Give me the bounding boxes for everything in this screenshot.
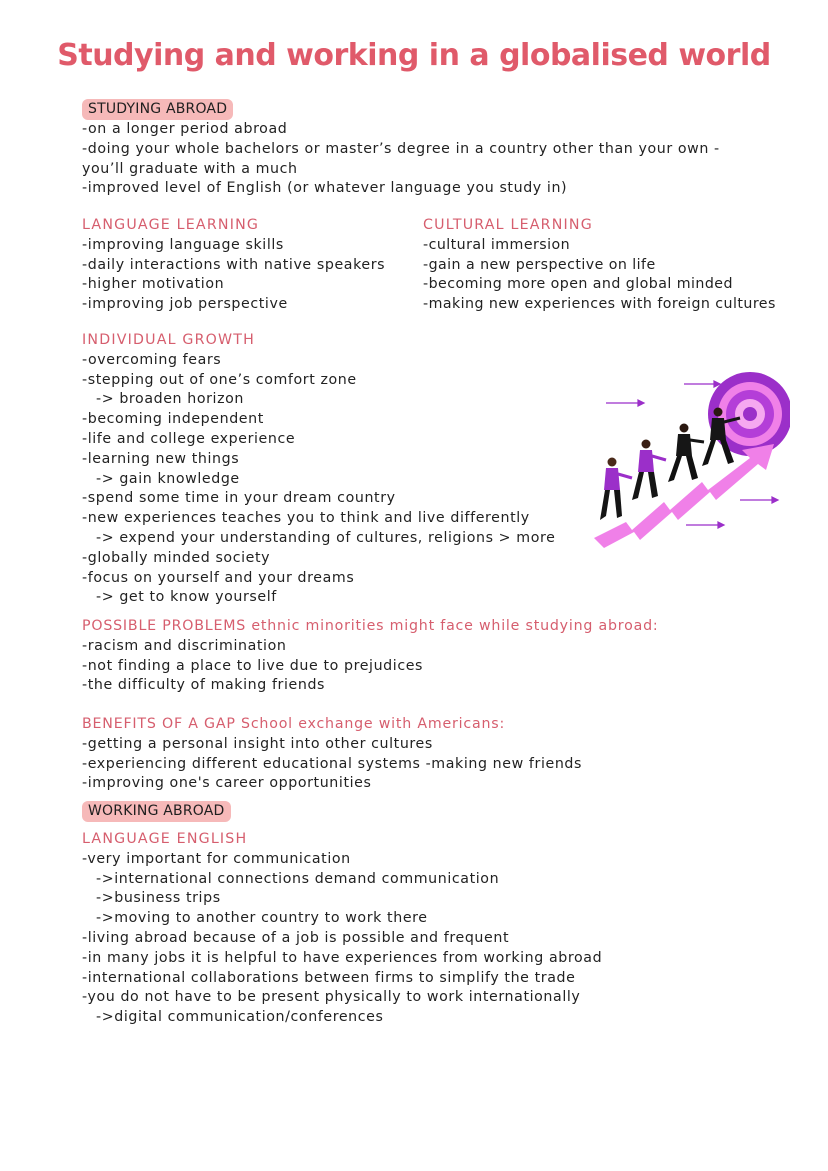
benefits-section	[82, 715, 582, 794]
growth-target-illustration	[590, 370, 790, 550]
list-subitem: ->moving to another country to work there	[96, 910, 428, 927]
list-item: -very important for communication	[82, 850, 351, 867]
list-subitem: -> gain knowledge	[96, 470, 240, 487]
list-item: you’ll graduate with a much	[82, 160, 298, 177]
list-item: -spend some time in your dream country	[82, 490, 396, 507]
list-item: -improving job perspective	[82, 296, 288, 313]
list-item: -making new experiences with foreign cultures	[423, 296, 776, 313]
list-subitem: -> broaden horizon	[96, 391, 245, 408]
list-item: -becoming more open and global minded	[423, 276, 733, 293]
list-item: -the difficulty of making friends	[82, 677, 326, 694]
list-item: -learning new things	[82, 450, 240, 467]
benefits-heading: BENEFITS OF A GAP School exchange with Americans:	[82, 716, 506, 732]
list-item: -gain a new perspective on life	[423, 256, 656, 273]
arrow-right-icon	[606, 400, 644, 406]
list-subitem: -> expend your understanding of cultures, religions > more	[96, 529, 556, 546]
working-abroad-section	[82, 801, 231, 822]
language-learning-heading: LANGUAGE LEARNING	[82, 217, 260, 233]
list-subitem: -> get to know yourself	[96, 589, 277, 606]
language-english-section	[82, 830, 602, 1028]
studying-abroad-label: STUDYING ABROAD	[82, 99, 233, 120]
list-item: -international collaborations between firms to simplify the trade	[82, 969, 576, 986]
possible-problems-section	[82, 617, 659, 696]
list-item: -becoming independent	[82, 411, 264, 428]
list-item: -living abroad because of a job is possible and frequent	[82, 929, 510, 946]
list-item: -improving one's career opportunities	[82, 775, 372, 792]
list-subitem: ->digital communication/conferences	[96, 1009, 384, 1026]
cultural-learning-heading: CULTURAL LEARNING	[423, 217, 593, 233]
list-subitem: ->business trips	[96, 890, 221, 907]
cultural-learning-section	[423, 216, 776, 315]
list-item: -globally minded society	[82, 549, 271, 566]
list-item: -overcoming fears	[82, 351, 222, 368]
language-english-heading: LANGUAGE ENGLISH	[82, 831, 248, 847]
individual-growth-heading: INDIVIDUAL GROWTH	[82, 332, 256, 348]
stair-arrow-icon	[594, 444, 774, 548]
list-item: -improved level of English (or whatever language you study in)	[82, 180, 568, 197]
list-item: -getting a personal insight into other cultures	[82, 735, 433, 752]
studying-abroad-section	[82, 99, 720, 199]
list-item: -higher motivation	[82, 276, 225, 293]
arrow-right-icon	[684, 381, 720, 387]
working-abroad-label: WORKING ABROAD	[82, 801, 231, 822]
arrow-right-icon	[740, 497, 778, 503]
list-item: -not finding a place to live due to prejudices	[82, 657, 424, 674]
climbing-people-icon	[600, 408, 740, 521]
list-item: -on a longer period abroad	[82, 121, 288, 137]
list-item: -experiencing different educational systems -making new friends	[82, 755, 583, 772]
list-item: -improving language skills	[82, 236, 284, 253]
list-item: -daily interactions with native speakers	[82, 256, 386, 273]
list-subitem: ->international connections demand communication	[96, 870, 500, 887]
language-learning-section	[82, 216, 385, 315]
list-item: -stepping out of one’s comfort zone	[82, 371, 357, 388]
page-title: Studying and working in a globalised world	[57, 38, 771, 73]
list-item: -you do not have to be present physically to work internationally	[82, 989, 581, 1006]
individual-growth-section	[82, 331, 555, 608]
list-item: -racism and discrimination	[82, 637, 287, 654]
possible-problems-heading: POSSIBLE PROBLEMS ethnic minorities might face while studying abroad:	[82, 618, 659, 634]
arrow-right-icon	[686, 522, 724, 528]
list-item: -focus on yourself and your dreams	[82, 569, 355, 586]
list-item: -doing your whole bachelors or master’s degree in a country other than your own -	[82, 140, 720, 157]
list-item: -life and college experience	[82, 430, 296, 447]
list-item: -cultural immersion	[423, 236, 571, 253]
list-item: -new experiences teaches you to think and live differently	[82, 510, 530, 527]
list-item: -in many jobs it is helpful to have experiences from working abroad	[82, 949, 603, 966]
